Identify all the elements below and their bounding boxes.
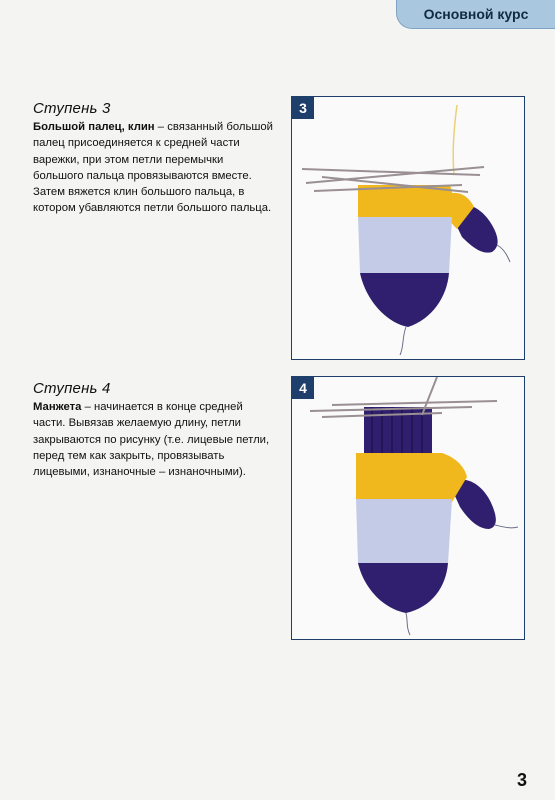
step-4-heading: Ступень 4 xyxy=(33,380,111,397)
step-4-description xyxy=(33,399,273,480)
section-tab xyxy=(396,0,555,29)
step-4-body: – начинается в конце средней части. Вывязав желаемую длину, петли закрываются по рисунку (т.е. лицевые петли, перед тем как закрыть, провязывать лицевыми, изнаночные – изнаночными). xyxy=(33,401,270,479)
step-4-term: Манжета xyxy=(33,401,82,413)
step-3-body: – связанный большой палец присоединяется к средней части варежки, при этом петли перемычки большого пальца провязываются вместе. Затем вяжется клин большого пальца, в котором убавляются петли большого пальца. xyxy=(33,121,273,215)
step-3-photo xyxy=(291,96,525,360)
step-4-text xyxy=(33,380,273,480)
mitten-step-3-illustration xyxy=(292,97,524,359)
page-number: 3 xyxy=(516,770,527,790)
section-tab-label: Основной курс xyxy=(423,6,529,22)
step-3-term: Большой палец, клин xyxy=(33,121,155,133)
step-3-photo-number: 3 xyxy=(292,97,314,119)
step-3-text xyxy=(33,100,273,217)
step-4-photo-number: 4 xyxy=(292,377,314,399)
step-4-photo xyxy=(291,376,525,640)
step-3-description xyxy=(33,119,273,217)
step-3-heading: Ступень 3 xyxy=(33,100,111,117)
mitten-step-4-illustration xyxy=(292,377,524,639)
